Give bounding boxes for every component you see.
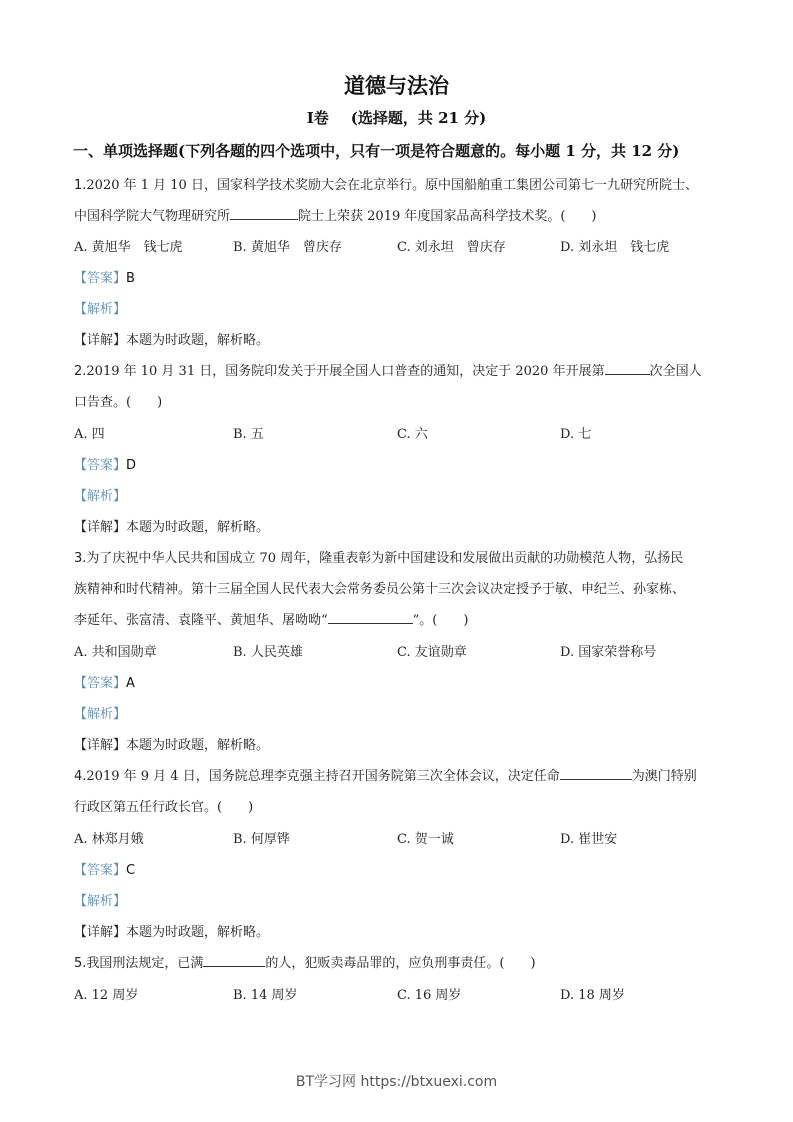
question-4-option-b: B. 何厚铧 [233,832,290,847]
question-5-option-a: A. 12 周岁 [74,988,139,1003]
question-2-analysis: 【解析】 [74,489,127,504]
question-4-line-2: 行政区第五任行政长官。( ) [74,800,254,815]
question-1-option-c: C. 刘永坦 曾庆存 [397,240,506,255]
question-1-option-b: B. 黄旭华 曾庆存 [233,240,342,255]
question-3-line-3: 李延年、张富清、袁隆平、黄旭华、屠呦呦“ ”。( ) [74,613,469,628]
question-3-option-a: A. 共和国勋章 [74,645,157,660]
question-2-option-a: A. 四 [74,427,105,442]
question-5-option-b: B. 14 周岁 [233,988,298,1003]
question-1-analysis: 【解析】 [74,302,127,317]
question-2-line-2: 口告查。( ) [74,395,163,410]
question-5-option-c: C. 16 周岁 [397,988,462,1003]
question-2-detail: 【详解】本题为时政题，解析略。 [74,520,270,535]
question-3-line-2: 族精神和时代精神。第十三届全国人民代表大会常务委员公第十三次会议决定授予于敏、申纪兰、孙家栋、 [74,582,686,597]
question-3-option-c: C. 友谊勋章 [397,645,467,660]
question-2-option-d: D. 七 [560,427,592,442]
question-2-option-c: C. 六 [397,427,428,442]
question-4-option-c: C. 贺一诚 [397,832,454,847]
question-4-option-a: A. 林郑月娥 [74,832,144,847]
page-title: 道德与法治 [344,73,449,98]
question-1-answer: 【答案】B [74,271,135,286]
footer-watermark: BT学习网 https://btxuexi.com [295,1074,498,1090]
question-2-answer: 【答案】D [74,458,137,473]
fill-blank [328,611,413,624]
question-4-analysis: 【解析】 [74,894,127,909]
question-3-analysis: 【解析】 [74,707,127,722]
question-2-line-1: 2.2019 年 10 月 31 日，国务院印发关于开展全国人口普查的通知，决定于 2020 年开展第 次全国人 [74,364,702,379]
question-1-option-d: D. 刘永坦 钱七虎 [560,240,670,255]
fill-blank [560,767,632,780]
volume-label: Ⅰ卷 [306,109,329,127]
question-1-line-1: 1.2020 年 1 月 10 日，国家科学技术奖励大会在北京举行。原中国船舶重工集团公司第七一九研究所院士、 [74,178,698,193]
question-2-option-b: B. 五 [233,427,264,442]
question-1-option-a: A. 黄旭华 钱七虎 [74,240,183,255]
fill-blank [605,362,650,375]
question-3-answer: 【答案】A [74,676,135,691]
section-heading: 一、单项选择题(下列各题的四个选项中，只有一项是符合题意的。每小题 1 分，共 12 分) [73,142,680,160]
volume-subtitle [0,107,793,128]
question-5-line-1: 5.我国刑法规定，已满 的人，犯贩卖毒品罪的，应负刑事责任。( ) [74,956,536,971]
fill-blank [203,954,265,967]
question-4-detail: 【详解】本题为时政题，解析略。 [74,925,270,940]
fill-blank [230,207,298,220]
question-number: 1. [74,178,87,193]
question-3-option-b: B. 人民英雄 [233,645,303,660]
question-1-line-2: 中国科学院大气物理研究所 院士上荣获 2019 年度国家品高科学技术奖。( ) [74,209,597,224]
question-3-detail: 【详解】本题为时政题，解析略。 [74,738,270,753]
question-3-option-d: D. 国家荣誉称号 [560,645,657,660]
question-5-option-d: D. 18 周岁 [560,988,625,1003]
volume-desc: (选择题，共 21 分) [350,109,487,127]
question-4-answer: 【答案】C [74,863,136,878]
question-4-option-d: D. 崔世安 [560,832,618,847]
question-1-detail: 【详解】本题为时政题，解析略。 [74,333,270,348]
question-4-line-1: 4.2019 年 9 月 4 日，国务院总理李克强主持召开国务院第三次全体会议，决定任命 为澳门特别 [74,769,697,784]
question-3-line-1: 3.为了庆祝中华人民共和国成立 70 周年，隆重表彰为新中国建设和发展做出贡献的功勋模范人物，弘扬民 [74,551,684,566]
